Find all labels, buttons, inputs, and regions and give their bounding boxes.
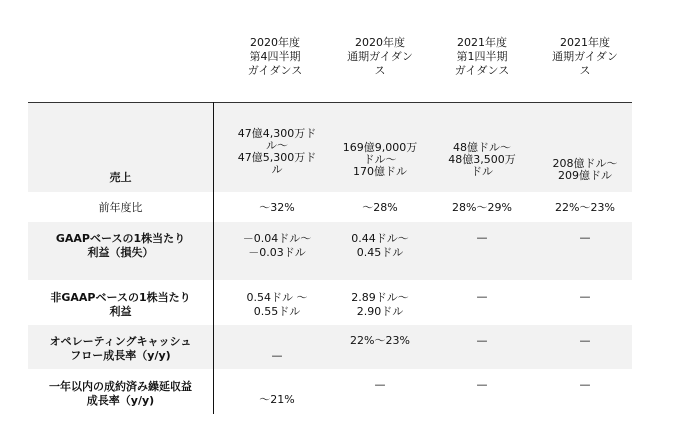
cell-sales-q4-2020: 47億4,300万ド ル～ 47億5,300万ド ル bbox=[237, 127, 317, 176]
cell-sales-fy-2021: 208億ドル～ 209億ドル bbox=[552, 157, 618, 182]
cell-deferred-revenue-q4-2020: ～21% bbox=[259, 393, 295, 406]
cell-non-gaap-eps-q4-2020: 0.54ドル ～ 0.55ドル bbox=[246, 291, 308, 318]
cell-non-gaap-eps-fy-2020: 2.89ドル～ 2.90ドル bbox=[351, 291, 409, 318]
cell-deferred-revenue-fy-2020: — bbox=[374, 378, 386, 391]
row-label-yoy: 前年度比 bbox=[98, 201, 143, 214]
cell-sales-fy-2020: 169億9,000万 ドル～ 170億ドル bbox=[342, 141, 418, 178]
cell-deferred-revenue-fy-2021: — bbox=[579, 378, 591, 391]
cell-ocf-growth-q1-2021: — bbox=[476, 334, 488, 347]
column-header-fy-2020: 2020年度 通期ガイダン ス bbox=[347, 36, 413, 77]
cell-ocf-growth-fy-2021: — bbox=[579, 334, 591, 347]
cell-sales-q1-2021: 48億ドル～ 48億3,500万 ドル bbox=[448, 141, 516, 178]
row-label-gaap-eps: GAAPベースの1株当たり 利益（損失） bbox=[55, 232, 186, 259]
column-header-q1-2021: 2021年度 第1四半期 ガイダンス bbox=[454, 36, 510, 77]
column-header-q4-2020: 2020年度 第4四半期 ガイダンス bbox=[247, 36, 303, 77]
cell-yoy-fy-2021: 22%～23% bbox=[555, 201, 615, 214]
cell-gaap-eps-fy-2021: — bbox=[579, 231, 591, 244]
row-label-sales: 売上 bbox=[109, 171, 132, 184]
column-header-fy-2021: 2021年度 通期ガイダン ス bbox=[552, 36, 618, 77]
label-column-divider bbox=[213, 102, 214, 414]
cell-gaap-eps-q4-2020: －0.04ドル～ －0.03ドル bbox=[242, 232, 312, 259]
row-label-non-gaap-eps: 非GAAPベースの1株当たり 利益 bbox=[50, 291, 191, 318]
row-label-ocf-growth: オペレーティングキャッシュ フロー成長率（y/y) bbox=[49, 335, 192, 362]
row-label-deferred-revenue-growth: 一年以内の成約済み繰延収益 成長率（y/y) bbox=[49, 380, 192, 407]
header-divider bbox=[28, 102, 632, 103]
cell-non-gaap-eps-fy-2021: — bbox=[579, 290, 591, 303]
cell-yoy-q1-2021: 28%～29% bbox=[452, 201, 512, 214]
cell-ocf-growth-q4-2020: — bbox=[271, 349, 283, 362]
cell-yoy-q4-2020: ～32% bbox=[259, 201, 295, 214]
cell-ocf-growth-fy-2020: 22%～23% bbox=[350, 334, 410, 347]
cell-gaap-eps-q1-2021: — bbox=[476, 231, 488, 244]
cell-gaap-eps-fy-2020: 0.44ドル～ 0.45ドル bbox=[351, 232, 409, 259]
cell-yoy-fy-2020: ～28% bbox=[362, 201, 398, 214]
cell-deferred-revenue-q1-2021: — bbox=[476, 378, 488, 391]
cell-non-gaap-eps-q1-2021: — bbox=[476, 290, 488, 303]
